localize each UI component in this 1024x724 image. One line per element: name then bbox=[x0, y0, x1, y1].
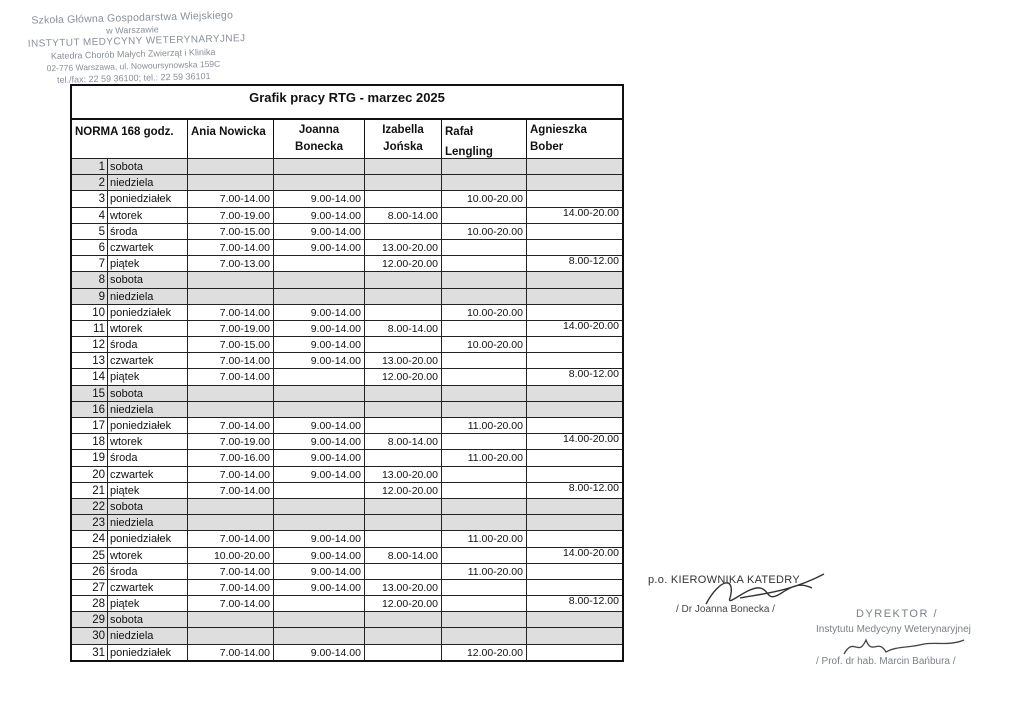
shift-cell bbox=[527, 289, 622, 304]
day-number: 26 bbox=[72, 564, 108, 579]
shift-cell bbox=[442, 369, 527, 384]
shift-cell bbox=[442, 402, 527, 417]
shift-cell: 8.00-14.00 bbox=[365, 208, 442, 223]
table-row bbox=[72, 174, 622, 190]
shift-cell bbox=[188, 515, 274, 530]
table-row bbox=[72, 514, 622, 530]
shift-cell bbox=[527, 628, 622, 643]
shift-cell: 8.00-14.00 bbox=[365, 548, 442, 563]
day-name: środa bbox=[108, 450, 188, 465]
shift-cell: 9.00-14.00 bbox=[274, 224, 365, 239]
table-row bbox=[72, 417, 622, 433]
stamp-city: w Warszawie bbox=[106, 24, 159, 36]
shift-cell: 7.00-14.00 bbox=[188, 418, 274, 433]
shift-cell: 9.00-14.00 bbox=[274, 645, 365, 660]
shift-cell bbox=[442, 256, 527, 271]
shift-cell bbox=[274, 159, 365, 174]
shift-cell: 7.00-15.00 bbox=[188, 337, 274, 352]
day-name: piątek bbox=[108, 596, 188, 611]
schedule-rows bbox=[72, 158, 622, 660]
shift-cell bbox=[274, 628, 365, 643]
day-number: 19 bbox=[72, 450, 108, 465]
day-name: wtorek bbox=[108, 208, 188, 223]
shift-cell bbox=[442, 596, 527, 611]
shift-cell bbox=[527, 499, 622, 514]
shift-cell bbox=[365, 499, 442, 514]
day-name: niedziela bbox=[108, 289, 188, 304]
shift-cell bbox=[527, 224, 622, 239]
shift-cell bbox=[274, 499, 365, 514]
shift-cell: 9.00-14.00 bbox=[274, 208, 365, 223]
shift-cell: 10.00-20.00 bbox=[442, 191, 527, 206]
table-row bbox=[72, 449, 622, 465]
shift-cell bbox=[442, 272, 527, 287]
shift-cell bbox=[442, 483, 527, 498]
shift-cell: 7.00-14.00 bbox=[188, 353, 274, 368]
signature-right-title: DYREKTOR / bbox=[856, 608, 939, 620]
shift-cell bbox=[188, 175, 274, 190]
shift-cell: 13.00-20.00 bbox=[365, 353, 442, 368]
column-header-agnieszka: Agnieszka Bober bbox=[530, 124, 587, 153]
shift-cell bbox=[188, 159, 274, 174]
table-row bbox=[72, 239, 622, 255]
shift-cell: 7.00-14.00 bbox=[188, 191, 274, 206]
shift-cell bbox=[365, 175, 442, 190]
day-name: sobota bbox=[108, 272, 188, 287]
day-number: 8 bbox=[72, 272, 108, 287]
stamp-address: 02-776 Warszawa, ul. Nowoursynowska 159C bbox=[46, 58, 221, 74]
shift-cell bbox=[442, 386, 527, 401]
shift-cell bbox=[365, 531, 442, 546]
shift-cell bbox=[442, 289, 527, 304]
day-number: 9 bbox=[72, 289, 108, 304]
shift-cell bbox=[188, 628, 274, 643]
shift-cell bbox=[442, 499, 527, 514]
shift-cell bbox=[527, 337, 622, 352]
shift-cell bbox=[365, 159, 442, 174]
shift-cell: 12.00-20.00 bbox=[365, 483, 442, 498]
shift-cell: 8.00-12.00 bbox=[568, 481, 619, 494]
shift-cell: 14.00-20.00 bbox=[562, 546, 619, 559]
day-number: 12 bbox=[72, 337, 108, 352]
shift-cell bbox=[527, 191, 622, 206]
shift-cell: 7.00-19.00 bbox=[188, 321, 274, 336]
shift-cell: 12.00-20.00 bbox=[365, 369, 442, 384]
shift-cell bbox=[274, 612, 365, 627]
shift-cell bbox=[442, 628, 527, 643]
shift-cell: 7.00-14.00 bbox=[188, 240, 274, 255]
shift-cell: 8.00-12.00 bbox=[568, 255, 619, 268]
shift-cell bbox=[442, 159, 527, 174]
shift-cell bbox=[274, 289, 365, 304]
shift-cell: 7.00-14.00 bbox=[188, 531, 274, 546]
shift-cell: 9.00-14.00 bbox=[274, 191, 365, 206]
table-row bbox=[72, 401, 622, 417]
shift-cell: 9.00-14.00 bbox=[274, 564, 365, 579]
shift-cell: 9.00-14.00 bbox=[274, 531, 365, 546]
table-row bbox=[72, 158, 622, 174]
day-number: 4 bbox=[72, 208, 108, 223]
shift-cell bbox=[527, 175, 622, 190]
day-number: 11 bbox=[72, 321, 108, 336]
shift-cell: 8.00-12.00 bbox=[568, 368, 619, 381]
shift-cell bbox=[527, 402, 622, 417]
shift-cell bbox=[188, 289, 274, 304]
shift-cell: 9.00-14.00 bbox=[274, 434, 365, 449]
table-row bbox=[72, 563, 622, 579]
day-number: 30 bbox=[72, 628, 108, 643]
shift-cell bbox=[365, 515, 442, 530]
shift-cell bbox=[365, 386, 442, 401]
signature-right-org: Instytutu Medycyny Weterynaryjnej bbox=[816, 624, 971, 635]
shift-cell: 12.00-20.00 bbox=[365, 596, 442, 611]
shift-cell bbox=[274, 386, 365, 401]
shift-cell: 7.00-14.00 bbox=[188, 645, 274, 660]
norm-header: NORMA 168 godz. bbox=[72, 120, 188, 158]
signature-left-name: / Dr Joanna Bonecka / bbox=[676, 604, 775, 615]
table-row bbox=[72, 482, 622, 498]
shift-cell: 9.00-14.00 bbox=[274, 353, 365, 368]
shift-cell bbox=[527, 645, 622, 660]
shift-cell bbox=[365, 272, 442, 287]
day-number: 10 bbox=[72, 305, 108, 320]
shift-cell bbox=[365, 337, 442, 352]
day-number: 31 bbox=[72, 645, 108, 660]
column-header-izabella: Izabella Jońska bbox=[365, 120, 442, 158]
schedule-title: Grafik pracy RTG - marzec 2025 bbox=[72, 86, 622, 120]
column-header-rafal: Rafał Lengling bbox=[442, 120, 527, 158]
shift-cell: 7.00-13.00 bbox=[188, 256, 274, 271]
day-name: piątek bbox=[108, 483, 188, 498]
shift-cell: 14.00-20.00 bbox=[562, 433, 619, 446]
day-name: niedziela bbox=[108, 628, 188, 643]
shift-cell bbox=[527, 450, 622, 465]
shift-cell bbox=[442, 434, 527, 449]
shift-cell bbox=[527, 515, 622, 530]
day-number: 13 bbox=[72, 353, 108, 368]
table-row bbox=[72, 304, 622, 320]
shift-cell: 7.00-15.00 bbox=[188, 224, 274, 239]
day-number: 14 bbox=[72, 369, 108, 384]
shift-cell bbox=[365, 418, 442, 433]
table-row bbox=[72, 466, 622, 482]
day-name: czwartek bbox=[108, 467, 188, 482]
table-row bbox=[72, 368, 622, 384]
shift-cell bbox=[274, 272, 365, 287]
day-number: 22 bbox=[72, 499, 108, 514]
stamp-department: Katedra Chorób Małych Zwierząt i Klinika bbox=[50, 46, 216, 62]
shift-cell: 8.00-14.00 bbox=[365, 434, 442, 449]
table-row bbox=[72, 611, 622, 627]
shift-cell bbox=[527, 240, 622, 255]
day-name: poniedziałek bbox=[108, 305, 188, 320]
shift-cell bbox=[442, 612, 527, 627]
shift-cell: 14.00-20.00 bbox=[562, 319, 619, 332]
shift-cell bbox=[274, 175, 365, 190]
day-name: poniedziałek bbox=[108, 645, 188, 660]
shift-cell bbox=[274, 515, 365, 530]
shift-cell: 7.00-19.00 bbox=[188, 208, 274, 223]
day-name: piątek bbox=[108, 256, 188, 271]
day-number: 23 bbox=[72, 515, 108, 530]
day-name: czwartek bbox=[108, 353, 188, 368]
shift-cell: 13.00-20.00 bbox=[365, 580, 442, 595]
shift-cell: 7.00-19.00 bbox=[188, 434, 274, 449]
stamp-university: Szkoła Główna Gospodarstwa Wiejskiego bbox=[31, 9, 234, 27]
stamp-institute: INSTYTUT MEDYCYNY WETERYNARYJNEJ bbox=[27, 33, 246, 50]
shift-cell: 9.00-14.00 bbox=[274, 321, 365, 336]
shift-cell bbox=[527, 353, 622, 368]
shift-cell bbox=[527, 467, 622, 482]
shift-cell: 9.00-14.00 bbox=[274, 548, 365, 563]
day-name: czwartek bbox=[108, 240, 188, 255]
table-row bbox=[72, 385, 622, 401]
day-number: 1 bbox=[72, 159, 108, 174]
column-header-joanna: Joanna Bonecka bbox=[274, 120, 365, 158]
day-number: 15 bbox=[72, 386, 108, 401]
day-name: sobota bbox=[108, 612, 188, 627]
day-number: 16 bbox=[72, 402, 108, 417]
shift-cell: 9.00-14.00 bbox=[274, 418, 365, 433]
day-number: 3 bbox=[72, 191, 108, 206]
shift-cell: 13.00-20.00 bbox=[365, 467, 442, 482]
shift-cell bbox=[365, 305, 442, 320]
shift-cell: 10.00-20.00 bbox=[442, 224, 527, 239]
shift-cell: 9.00-14.00 bbox=[274, 467, 365, 482]
shift-cell: 9.00-14.00 bbox=[274, 580, 365, 595]
table-row bbox=[72, 190, 622, 206]
shift-cell: 9.00-14.00 bbox=[274, 450, 365, 465]
shift-cell bbox=[442, 353, 527, 368]
shift-cell bbox=[274, 596, 365, 611]
shift-cell: 13.00-20.00 bbox=[365, 240, 442, 255]
table-row bbox=[72, 579, 622, 595]
day-name: niedziela bbox=[108, 402, 188, 417]
day-number: 27 bbox=[72, 580, 108, 595]
table-row bbox=[72, 433, 622, 449]
shift-cell bbox=[188, 386, 274, 401]
shift-cell bbox=[527, 580, 622, 595]
shift-cell bbox=[527, 386, 622, 401]
day-name: wtorek bbox=[108, 321, 188, 336]
shift-cell: 9.00-14.00 bbox=[274, 337, 365, 352]
shift-cell bbox=[188, 402, 274, 417]
shift-cell bbox=[274, 483, 365, 498]
shift-cell bbox=[442, 548, 527, 563]
day-number: 17 bbox=[72, 418, 108, 433]
column-header-ania: Ania Nowicka bbox=[188, 120, 274, 158]
letterhead-stamp bbox=[27, 9, 246, 86]
shift-cell: 7.00-14.00 bbox=[188, 564, 274, 579]
shift-cell: 12.00-20.00 bbox=[442, 645, 527, 660]
shift-cell bbox=[365, 564, 442, 579]
shift-cell: 11.00-20.00 bbox=[442, 418, 527, 433]
day-name: sobota bbox=[108, 159, 188, 174]
table-row bbox=[72, 336, 622, 352]
shift-cell bbox=[274, 402, 365, 417]
table-row bbox=[72, 530, 622, 546]
day-name: sobota bbox=[108, 499, 188, 514]
stamp-phone: tel./fax: 22 59 36100; tel.: 22 59 36101 bbox=[56, 70, 211, 85]
shift-cell: 9.00-14.00 bbox=[274, 240, 365, 255]
table-row bbox=[72, 320, 622, 336]
shift-cell bbox=[365, 628, 442, 643]
shift-cell bbox=[527, 564, 622, 579]
shift-cell: 7.00-14.00 bbox=[188, 580, 274, 595]
table-row bbox=[72, 352, 622, 368]
shift-cell bbox=[188, 499, 274, 514]
day-name: środa bbox=[108, 337, 188, 352]
shift-cell: 10.00-20.00 bbox=[188, 548, 274, 563]
table-row bbox=[72, 223, 622, 239]
shift-cell bbox=[188, 612, 274, 627]
table-row bbox=[72, 271, 622, 287]
day-name: poniedziałek bbox=[108, 191, 188, 206]
shift-cell bbox=[365, 612, 442, 627]
shift-cell bbox=[188, 272, 274, 287]
shift-cell: 11.00-20.00 bbox=[442, 450, 527, 465]
shift-cell: 7.00-14.00 bbox=[188, 305, 274, 320]
day-number: 25 bbox=[72, 548, 108, 563]
day-name: poniedziałek bbox=[108, 418, 188, 433]
day-name: poniedziałek bbox=[108, 531, 188, 546]
shift-cell: 10.00-20.00 bbox=[442, 337, 527, 352]
shift-cell: 9.00-14.00 bbox=[274, 305, 365, 320]
shift-cell bbox=[442, 175, 527, 190]
shift-cell bbox=[527, 272, 622, 287]
day-number: 28 bbox=[72, 596, 108, 611]
shift-cell bbox=[442, 240, 527, 255]
day-number: 20 bbox=[72, 467, 108, 482]
shift-cell: 14.00-20.00 bbox=[562, 206, 619, 219]
table-row bbox=[72, 207, 622, 223]
shift-cell: 11.00-20.00 bbox=[442, 531, 527, 546]
table-row bbox=[72, 255, 622, 271]
shift-cell: 7.00-14.00 bbox=[188, 596, 274, 611]
day-number: 21 bbox=[72, 483, 108, 498]
shift-cell bbox=[442, 321, 527, 336]
day-number: 6 bbox=[72, 240, 108, 255]
shift-cell bbox=[365, 224, 442, 239]
day-name: sobota bbox=[108, 386, 188, 401]
day-name: wtorek bbox=[108, 434, 188, 449]
shift-cell: 8.00-14.00 bbox=[365, 321, 442, 336]
table-row bbox=[72, 595, 622, 611]
shift-cell bbox=[365, 191, 442, 206]
shift-cell: 11.00-20.00 bbox=[442, 564, 527, 579]
table-row bbox=[72, 644, 622, 660]
shift-cell bbox=[365, 289, 442, 304]
shift-cell bbox=[365, 402, 442, 417]
table-row bbox=[72, 288, 622, 304]
shift-cell: 7.00-14.00 bbox=[188, 369, 274, 384]
day-number: 5 bbox=[72, 224, 108, 239]
table-row bbox=[72, 498, 622, 514]
shift-cell bbox=[527, 612, 622, 627]
shift-cell: 7.00-14.00 bbox=[188, 467, 274, 482]
table-row bbox=[72, 627, 622, 643]
day-number: 24 bbox=[72, 531, 108, 546]
day-number: 29 bbox=[72, 612, 108, 627]
day-name: niedziela bbox=[108, 515, 188, 530]
day-name: wtorek bbox=[108, 548, 188, 563]
shift-cell bbox=[442, 467, 527, 482]
day-number: 7 bbox=[72, 256, 108, 271]
shift-cell bbox=[527, 531, 622, 546]
shift-cell: 10.00-20.00 bbox=[442, 305, 527, 320]
day-name: środa bbox=[108, 224, 188, 239]
schedule-table bbox=[70, 84, 624, 662]
day-name: czwartek bbox=[108, 580, 188, 595]
shift-cell bbox=[274, 369, 365, 384]
shift-cell bbox=[365, 645, 442, 660]
shift-cell bbox=[365, 450, 442, 465]
shift-cell: 12.00-20.00 bbox=[365, 256, 442, 271]
shift-cell bbox=[274, 256, 365, 271]
shift-cell: 7.00-16.00 bbox=[188, 450, 274, 465]
shift-cell bbox=[442, 515, 527, 530]
signature-left-title: p.o. KIEROWNIKA KATEDRY bbox=[648, 574, 800, 586]
shift-cell: 7.00-14.00 bbox=[188, 483, 274, 498]
shift-cell bbox=[442, 208, 527, 223]
day-number: 18 bbox=[72, 434, 108, 449]
shift-cell bbox=[527, 418, 622, 433]
signature-right-name: / Prof. dr hab. Marcin Bańbura / bbox=[816, 656, 956, 667]
table-row bbox=[72, 547, 622, 563]
shift-cell: 8.00-12.00 bbox=[568, 595, 619, 608]
day-number: 2 bbox=[72, 175, 108, 190]
shift-cell bbox=[527, 305, 622, 320]
day-name: niedziela bbox=[108, 175, 188, 190]
shift-cell bbox=[527, 159, 622, 174]
day-name: środa bbox=[108, 564, 188, 579]
shift-cell bbox=[442, 580, 527, 595]
day-name: piątek bbox=[108, 369, 188, 384]
